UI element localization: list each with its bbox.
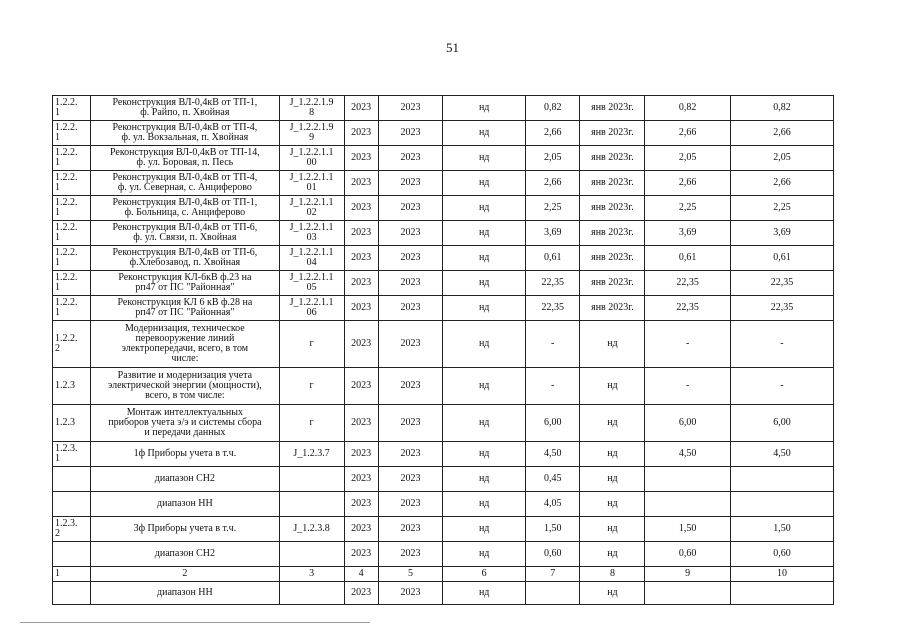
cell-code: 1.2.2. 1	[53, 221, 91, 246]
cell-v: 4,50	[525, 442, 580, 467]
cell-id: J_1.2.2.1.1 04	[279, 246, 344, 271]
table-row	[53, 442, 834, 467]
cell-y1: 2023	[344, 542, 378, 567]
cell-id: J_1.2.2.1.1 01	[279, 171, 344, 196]
cell-y1: 2023	[344, 582, 378, 605]
cell-f: нд	[443, 96, 525, 121]
cell-f: нд	[443, 171, 525, 196]
cell-code: 1.2.2. 1	[53, 271, 91, 296]
cell-code: 1.2.3	[53, 368, 91, 405]
table-row	[53, 582, 834, 605]
cell-code	[53, 467, 91, 492]
cell-d: янв 2023г.	[580, 146, 645, 171]
cell-name: Реконструкция ВЛ-0,4кВ от ТП-4, ф. ул. Северная, с. Анциферово	[91, 171, 280, 196]
cell-f: нд	[443, 582, 525, 605]
cell-code: 1.2.2. 1	[53, 96, 91, 121]
cell-p: 3,69	[645, 221, 731, 246]
cell-id	[279, 492, 344, 517]
cell-v: 1,50	[525, 517, 580, 542]
cell-v: 7	[525, 567, 580, 582]
cell-v: 0,60	[525, 542, 580, 567]
cell-last	[730, 582, 833, 605]
cell-f: нд	[443, 405, 525, 442]
cell-v: 0,45	[525, 467, 580, 492]
cell-d: янв 2023г.	[580, 221, 645, 246]
cell-last: 10	[730, 567, 833, 582]
cell-y1: 2023	[344, 121, 378, 146]
cell-id	[279, 467, 344, 492]
cell-id: J_1.2.2.1.1 03	[279, 221, 344, 246]
cell-v: 6,00	[525, 405, 580, 442]
cell-last: 0,61	[730, 246, 833, 271]
table-row	[53, 246, 834, 271]
cell-last: 3,69	[730, 221, 833, 246]
cell-last: 4,50	[730, 442, 833, 467]
cell-d: янв 2023г.	[580, 271, 645, 296]
cell-d: нд	[580, 321, 645, 368]
cell-f: нд	[443, 368, 525, 405]
cell-p	[645, 492, 731, 517]
cell-f: нд	[443, 296, 525, 321]
cell-id: г	[279, 405, 344, 442]
cell-f: нд	[443, 467, 525, 492]
table-row	[53, 368, 834, 405]
cell-y2: 2023	[378, 542, 443, 567]
cell-f: нд	[443, 196, 525, 221]
cell-p: 0,82	[645, 96, 731, 121]
cell-y2: 2023	[378, 296, 443, 321]
cell-y2: 2023	[378, 121, 443, 146]
cell-name: диапазон СН2	[91, 542, 280, 567]
cell-name: Реконструкция ВЛ-0,4кВ от ТП-4, ф. ул. Вокзальная, п. Хвойная	[91, 121, 280, 146]
cell-name: Развитие и модернизация учета электрической энергии (мощности), всего, в том числе:	[91, 368, 280, 405]
cell-id: J_1.2.2.1.9 9	[279, 121, 344, 146]
table-row	[53, 271, 834, 296]
cell-name: диапазон НН	[91, 492, 280, 517]
cell-v: 0,82	[525, 96, 580, 121]
cell-y2: 2023	[378, 246, 443, 271]
cell-last: -	[730, 368, 833, 405]
cell-name: Реконструкция КЛ 6 кВ ф.28 на рп47 от ПС "Районная"	[91, 296, 280, 321]
cell-id: J_1.2.3.7	[279, 442, 344, 467]
cell-p: -	[645, 368, 731, 405]
cell-y1: 2023	[344, 517, 378, 542]
cell-y1: 2023	[344, 221, 378, 246]
cell-y1: 4	[344, 567, 378, 582]
cell-y2: 2023	[378, 442, 443, 467]
cell-p: 2,66	[645, 121, 731, 146]
cell-y2: 2023	[378, 368, 443, 405]
cell-d: янв 2023г.	[580, 96, 645, 121]
cell-v: 4,05	[525, 492, 580, 517]
cell-f: нд	[443, 246, 525, 271]
cell-p: 2,66	[645, 171, 731, 196]
cell-y1: 2023	[344, 246, 378, 271]
cell-last: 22,35	[730, 296, 833, 321]
cell-name: Монтаж интеллектуальных приборов учета э/э и системы сбора и передачи данных	[91, 405, 280, 442]
cell-y1: 2023	[344, 146, 378, 171]
cell-y2: 2023	[378, 467, 443, 492]
cell-v	[525, 582, 580, 605]
cell-code: 1.2.2. 2	[53, 321, 91, 368]
cell-code: 1.2.2. 1	[53, 171, 91, 196]
cell-name: Реконструкция ВЛ-0,4кВ от ТП-14, ф. ул. Боровая, п. Песь	[91, 146, 280, 171]
cell-name: Реконструкция ВЛ-0,4кВ от ТП-6, ф. ул. Связи, п. Хвойная	[91, 221, 280, 246]
cell-y2: 2023	[378, 321, 443, 368]
cell-last: 2,66	[730, 171, 833, 196]
cell-y2: 2023	[378, 517, 443, 542]
cell-d: нд	[580, 442, 645, 467]
table-row	[53, 296, 834, 321]
cell-last: 22,35	[730, 271, 833, 296]
cell-id: J_1.2.2.1.1 06	[279, 296, 344, 321]
data-table	[52, 95, 834, 605]
cell-f: 6	[443, 567, 525, 582]
cell-p: 22,35	[645, 296, 731, 321]
page-number: 51	[446, 40, 459, 55]
cell-f: нд	[443, 121, 525, 146]
cell-v: 2,66	[525, 171, 580, 196]
cell-name: Реконструкция ВЛ-0,4кВ от ТП-6, ф.Хлебозавод, п. Хвойная	[91, 246, 280, 271]
cell-p: 1,50	[645, 517, 731, 542]
table-row	[53, 321, 834, 368]
cell-y2: 2023	[378, 146, 443, 171]
cell-v: 0,61	[525, 246, 580, 271]
cell-p: 0,60	[645, 542, 731, 567]
cell-id: г	[279, 368, 344, 405]
table-row	[53, 171, 834, 196]
table-row	[53, 467, 834, 492]
cell-v: -	[525, 368, 580, 405]
cell-y2: 2023	[378, 221, 443, 246]
cell-p: 4,50	[645, 442, 731, 467]
cell-v: 2,25	[525, 196, 580, 221]
cell-y2: 2023	[378, 171, 443, 196]
cell-p: 6,00	[645, 405, 731, 442]
cell-f: нд	[443, 542, 525, 567]
cell-d: нд	[580, 368, 645, 405]
table-row	[53, 221, 834, 246]
cell-d: янв 2023г.	[580, 171, 645, 196]
cell-last: 0,82	[730, 96, 833, 121]
cell-y1: 2023	[344, 405, 378, 442]
cell-name: Реконструкция ВЛ-0,4кВ от ТП-1, ф. Райпо, п. Хвойная	[91, 96, 280, 121]
cell-y1: 2023	[344, 321, 378, 368]
cell-y2: 5	[378, 567, 443, 582]
cell-last: 2,25	[730, 196, 833, 221]
cell-p	[645, 582, 731, 605]
table-row	[53, 196, 834, 221]
cell-d: нд	[580, 467, 645, 492]
cell-code: 1.2.2. 1	[53, 196, 91, 221]
cell-f: нд	[443, 146, 525, 171]
cell-p: 22,35	[645, 271, 731, 296]
cell-v: 22,35	[525, 271, 580, 296]
cell-code: 1.2.2. 1	[53, 121, 91, 146]
cell-p: 2,25	[645, 196, 731, 221]
cell-id	[279, 542, 344, 567]
cell-last: 2,66	[730, 121, 833, 146]
table-row	[53, 567, 834, 582]
cell-code: 1.2.3. 2	[53, 517, 91, 542]
cell-last: 6,00	[730, 405, 833, 442]
cell-name: диапазон СН2	[91, 467, 280, 492]
scan-artifact-line	[20, 622, 370, 623]
cell-name: 3ф Приборы учета в т.ч.	[91, 517, 280, 542]
cell-code: 1.2.3. 1	[53, 442, 91, 467]
cell-code	[53, 542, 91, 567]
cell-id: J_1.2.2.1.1 00	[279, 146, 344, 171]
cell-id	[279, 582, 344, 605]
cell-name: диапазон НН	[91, 582, 280, 605]
cell-y1: 2023	[344, 96, 378, 121]
cell-p: -	[645, 321, 731, 368]
table-row	[53, 121, 834, 146]
cell-code: 1.2.2. 1	[53, 296, 91, 321]
cell-id: J_1.2.2.1.1 05	[279, 271, 344, 296]
table-row	[53, 492, 834, 517]
cell-v: 2,05	[525, 146, 580, 171]
cell-d: янв 2023г.	[580, 296, 645, 321]
cell-code: 1.2.2. 1	[53, 146, 91, 171]
cell-y1: 2023	[344, 271, 378, 296]
cell-p: 9	[645, 567, 731, 582]
cell-name: Реконструкция ВЛ-0,4кВ от ТП-1, ф. Больница, с. Анциферово	[91, 196, 280, 221]
cell-last	[730, 467, 833, 492]
cell-f: нд	[443, 492, 525, 517]
cell-y2: 2023	[378, 492, 443, 517]
cell-y1: 2023	[344, 196, 378, 221]
cell-name: 1ф Приборы учета в т.ч.	[91, 442, 280, 467]
table-row	[53, 542, 834, 567]
cell-d: нд	[580, 582, 645, 605]
cell-d: нд	[580, 517, 645, 542]
cell-d: 8	[580, 567, 645, 582]
cell-y1: 2023	[344, 467, 378, 492]
cell-f: нд	[443, 271, 525, 296]
cell-code: 1	[53, 567, 91, 582]
cell-last: 2,05	[730, 146, 833, 171]
cell-code	[53, 492, 91, 517]
cell-id: 3	[279, 567, 344, 582]
cell-last: -	[730, 321, 833, 368]
cell-name: 2	[91, 567, 280, 582]
cell-d: янв 2023г.	[580, 196, 645, 221]
cell-v: 3,69	[525, 221, 580, 246]
cell-f: нд	[443, 517, 525, 542]
cell-p: 0,61	[645, 246, 731, 271]
cell-d: нд	[580, 542, 645, 567]
cell-v: 2,66	[525, 121, 580, 146]
cell-d: нд	[580, 405, 645, 442]
cell-code	[53, 582, 91, 605]
cell-y1: 2023	[344, 296, 378, 321]
cell-y2: 2023	[378, 96, 443, 121]
cell-y2: 2023	[378, 271, 443, 296]
table-row	[53, 146, 834, 171]
cell-name: Реконструкция КЛ-6кВ ф.23 на рп47 от ПС "Районная"	[91, 271, 280, 296]
cell-name: Модернизация, техническое перевооружение линий электропередачи, всего, в том числе:	[91, 321, 280, 368]
cell-id: J_1.2.3.8	[279, 517, 344, 542]
cell-p	[645, 467, 731, 492]
cell-last: 0,60	[730, 542, 833, 567]
table-row	[53, 517, 834, 542]
cell-y1: 2023	[344, 171, 378, 196]
cell-y1: 2023	[344, 492, 378, 517]
cell-d: янв 2023г.	[580, 121, 645, 146]
cell-last: 1,50	[730, 517, 833, 542]
cell-y1: 2023	[344, 368, 378, 405]
cell-v: -	[525, 321, 580, 368]
cell-last	[730, 492, 833, 517]
cell-id: г	[279, 321, 344, 368]
table-row	[53, 405, 834, 442]
cell-f: нд	[443, 442, 525, 467]
cell-y2: 2023	[378, 196, 443, 221]
cell-f: нд	[443, 221, 525, 246]
cell-d: нд	[580, 492, 645, 517]
cell-d: янв 2023г.	[580, 246, 645, 271]
cell-y2: 2023	[378, 405, 443, 442]
cell-p: 2,05	[645, 146, 731, 171]
table-row	[53, 96, 834, 121]
cell-id: J_1.2.2.1.9 8	[279, 96, 344, 121]
cell-id: J_1.2.2.1.1 02	[279, 196, 344, 221]
cell-y1: 2023	[344, 442, 378, 467]
cell-code: 1.2.3	[53, 405, 91, 442]
cell-y2: 2023	[378, 582, 443, 605]
cell-f: нд	[443, 321, 525, 368]
cell-v: 22,35	[525, 296, 580, 321]
cell-code: 1.2.2. 1	[53, 246, 91, 271]
